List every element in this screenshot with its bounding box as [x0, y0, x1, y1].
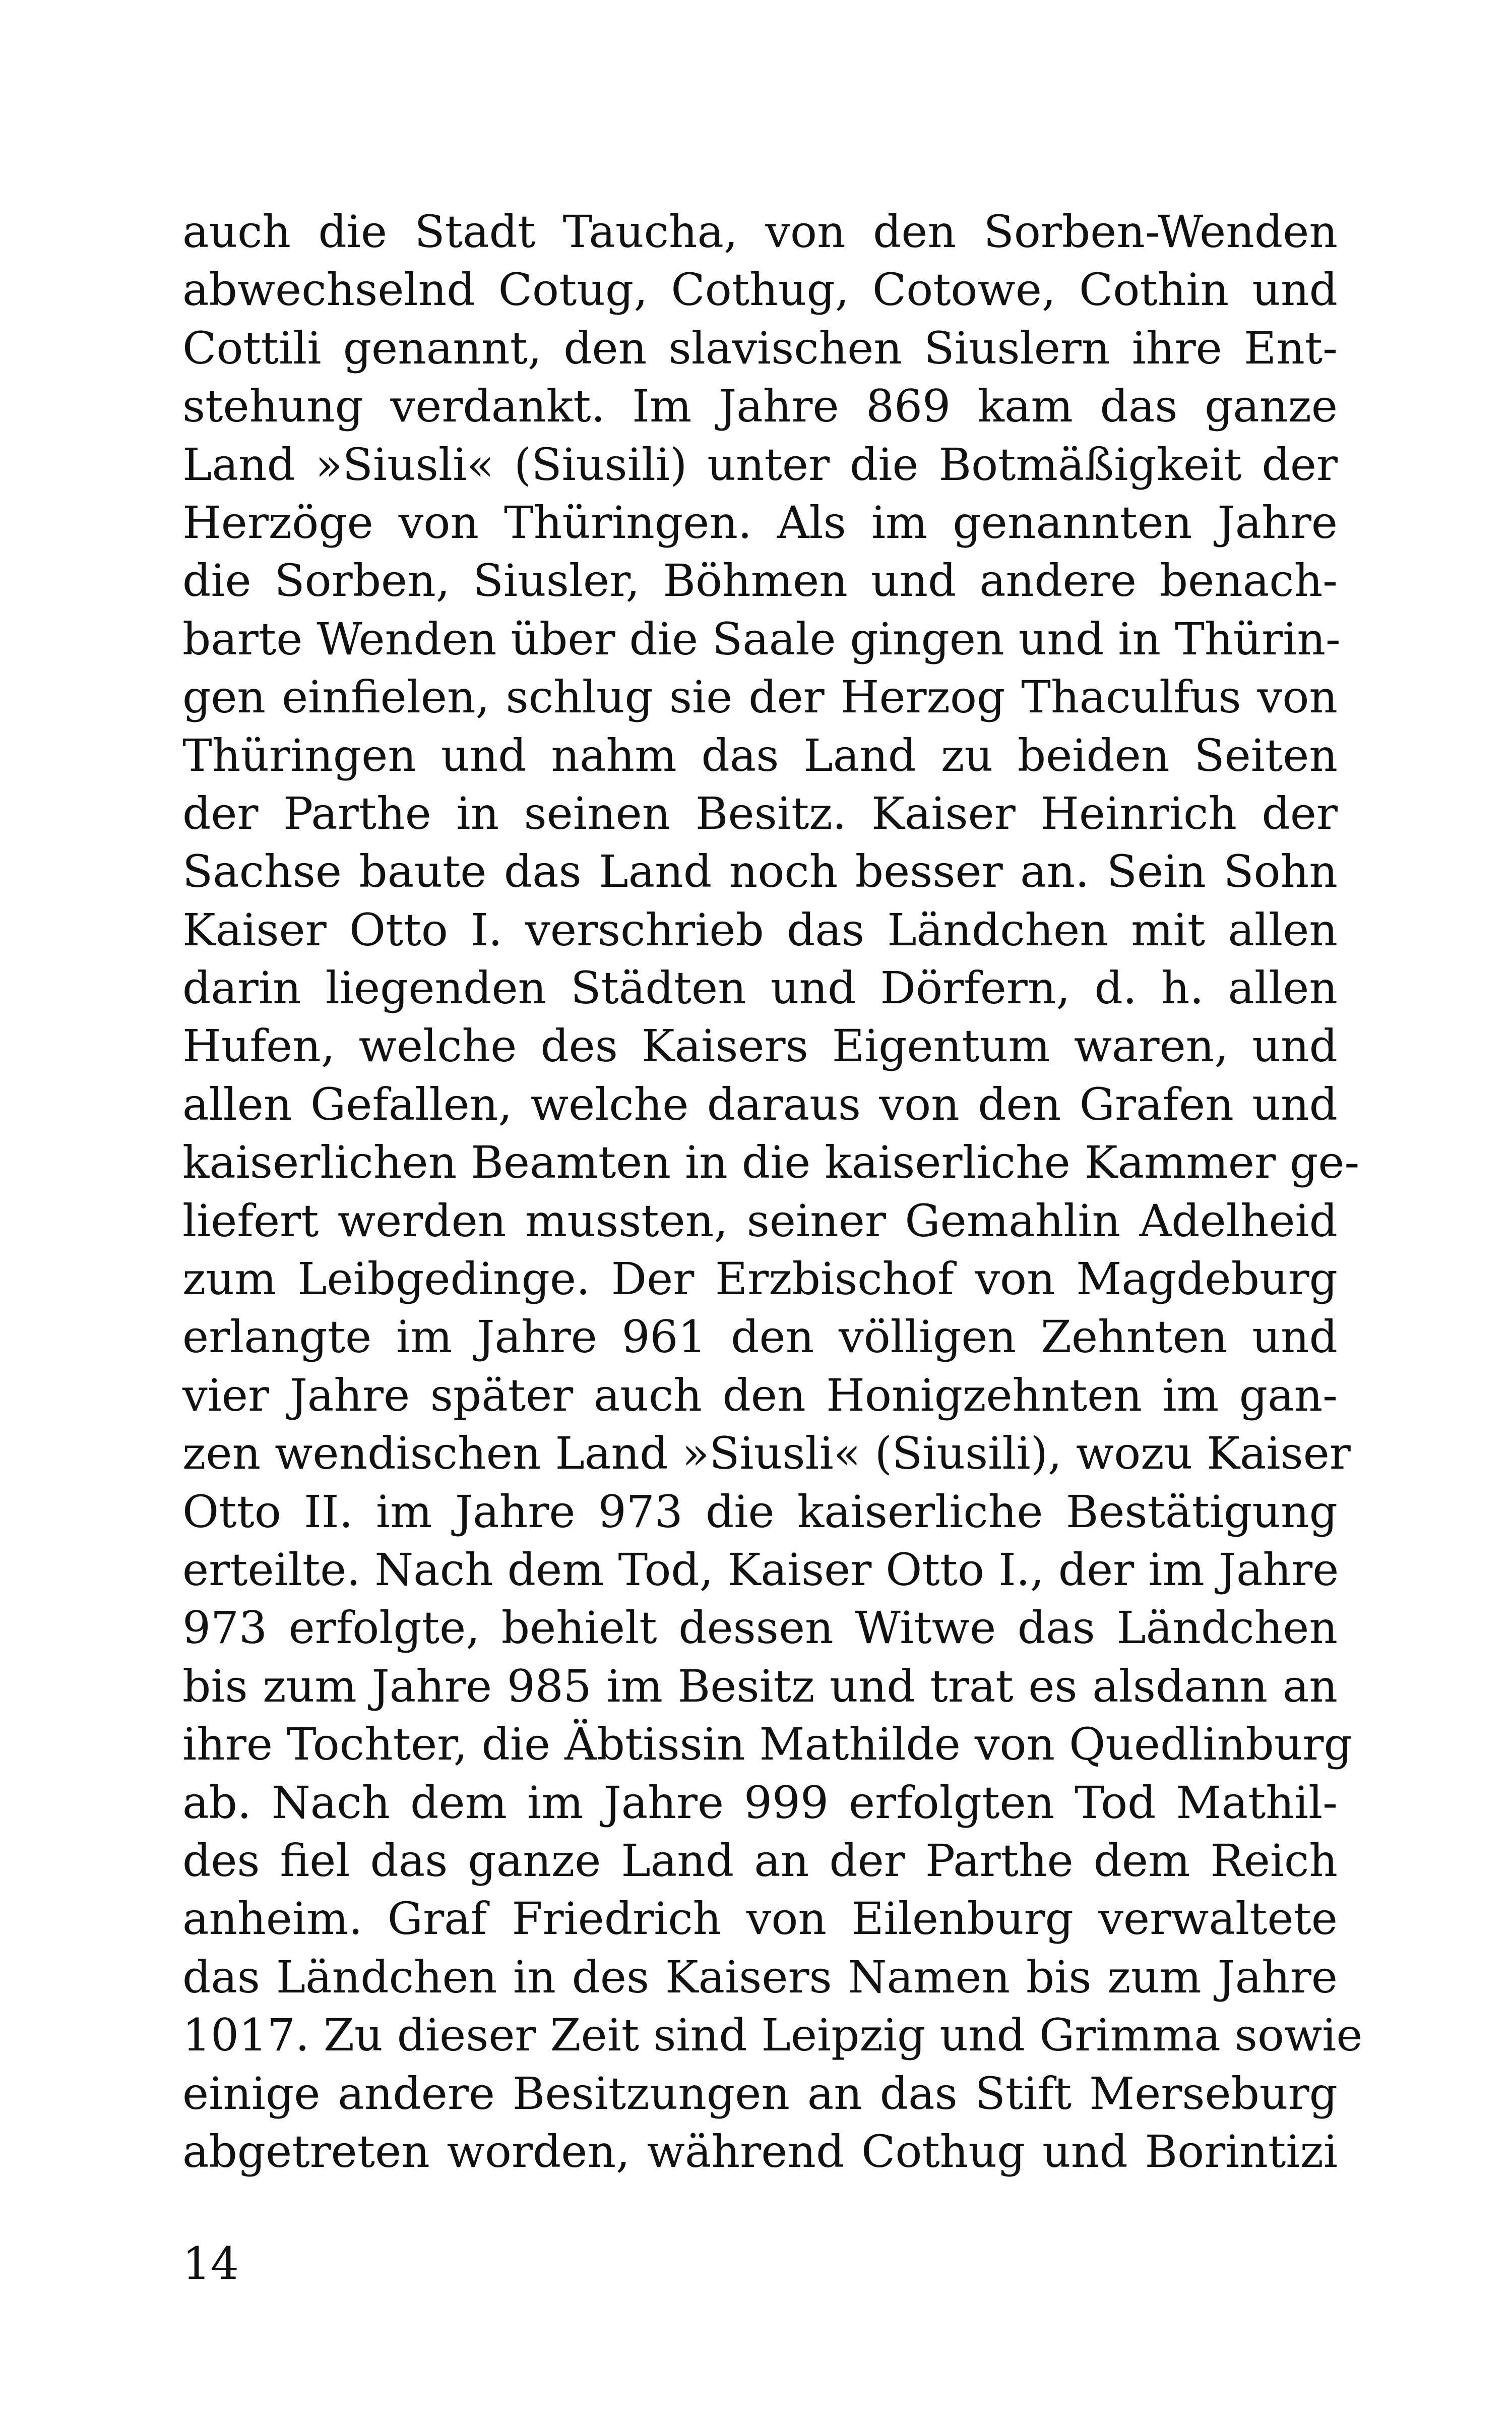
- text-line: zen wendischen Land »Siusli« (Siusili), wozu Kaiser: [182, 1427, 1351, 1480]
- text-line: erteilte. Nach dem Tod, Kaiser Otto I., der im Jahre: [182, 1543, 1339, 1596]
- text-line: vier Jahre später auch den Honigzehnten im gan-: [182, 1369, 1338, 1421]
- body-text: [182, 203, 1363, 2181]
- text-line: gen einfielen, schlug sie der Herzog Thaculfus von: [182, 671, 1338, 723]
- text-line: allen Gefallen, welche daraus von den Grafen und: [182, 1078, 1338, 1130]
- text-line: Land »Siusli« (Siusili) unter die Botmäßigkeit der: [182, 438, 1338, 491]
- text-line: Otto II. im Jahre 973 die kaiserliche Bestätigung: [182, 1485, 1338, 1538]
- text-line: anheim. Graf Friedrich von Eilenburg verwaltete: [182, 1893, 1338, 1945]
- text-line: kaiserlichen Beamten in die kaiserliche Kammer ge-: [182, 1136, 1360, 1189]
- text-line: 1017. Zu dieser Zeit sind Leipzig und Grimma sowie: [182, 2009, 1363, 2062]
- text-line: Kaiser Otto I. verschrieb das Ländchen mit allen: [182, 903, 1338, 956]
- text-line: Sachse baute das Land noch besser an. Sein Sohn: [182, 845, 1338, 898]
- text-line: ab. Nach dem im Jahre 999 erfolgten Tod Mathil-: [182, 1776, 1338, 1829]
- text-line: barte Wenden über die Saale gingen und in Thürin-: [182, 613, 1341, 665]
- text-line: Cottili genannt, den slavischen Siuslern ihre Ent-: [182, 322, 1338, 374]
- text-line: Thüringen und nahm das Land zu beiden Seiten: [182, 729, 1338, 781]
- text-line: ihre Tochter, die Äbtissin Mathilde von Quedlinburg: [182, 1718, 1352, 1771]
- page-number: 14: [182, 2237, 239, 2289]
- text-line: das Ländchen in des Kaisers Namen bis zum Jahre: [182, 1951, 1338, 2003]
- text-line: einige andere Besitzungen an das Stift Merseburg: [182, 2067, 1338, 2120]
- text-line: liefert werden mussten, seiner Gemahlin Adelheid: [182, 1194, 1338, 1247]
- text-line: des fiel das ganze Land an der Parthe dem Reich: [182, 1834, 1338, 1887]
- text-line: abgetreten worden, während Cothug und Borintizi: [182, 2125, 1338, 2177]
- text-line: abwechselnd Cotug, Cothug, Cotowe, Cothin und: [182, 264, 1338, 316]
- text-line: erlangte im Jahre 961 den völligen Zehnten und: [182, 1311, 1338, 1363]
- text-line: Herzöge von Thüringen. Als im genannten Jahre: [182, 496, 1338, 549]
- text-line: auch die Stadt Taucha, von den Sorben-Wenden: [182, 206, 1338, 258]
- text-line: bis zum Jahre 985 im Besitz und trat es alsdann an: [182, 1660, 1338, 1712]
- text-line: 973 erfolgte, behielt dessen Witwe das Ländchen: [182, 1602, 1338, 1654]
- text-line: die Sorben, Siusler, Böhmen und andere benach-: [182, 555, 1338, 607]
- text-line: Hufen, welche des Kaisers Eigentum waren, und: [182, 1020, 1338, 1072]
- text-line: stehung verdankt. Im Jahre 869 kam das ganze: [182, 380, 1338, 433]
- text-line: zum Leibgedinge. Der Erzbischof von Magdeburg: [182, 1253, 1338, 1305]
- text-line: der Parthe in seinen Besitz. Kaiser Heinrich der: [182, 787, 1338, 839]
- text-line: darin liegenden Städten und Dörfern, d. h. allen: [182, 962, 1338, 1014]
